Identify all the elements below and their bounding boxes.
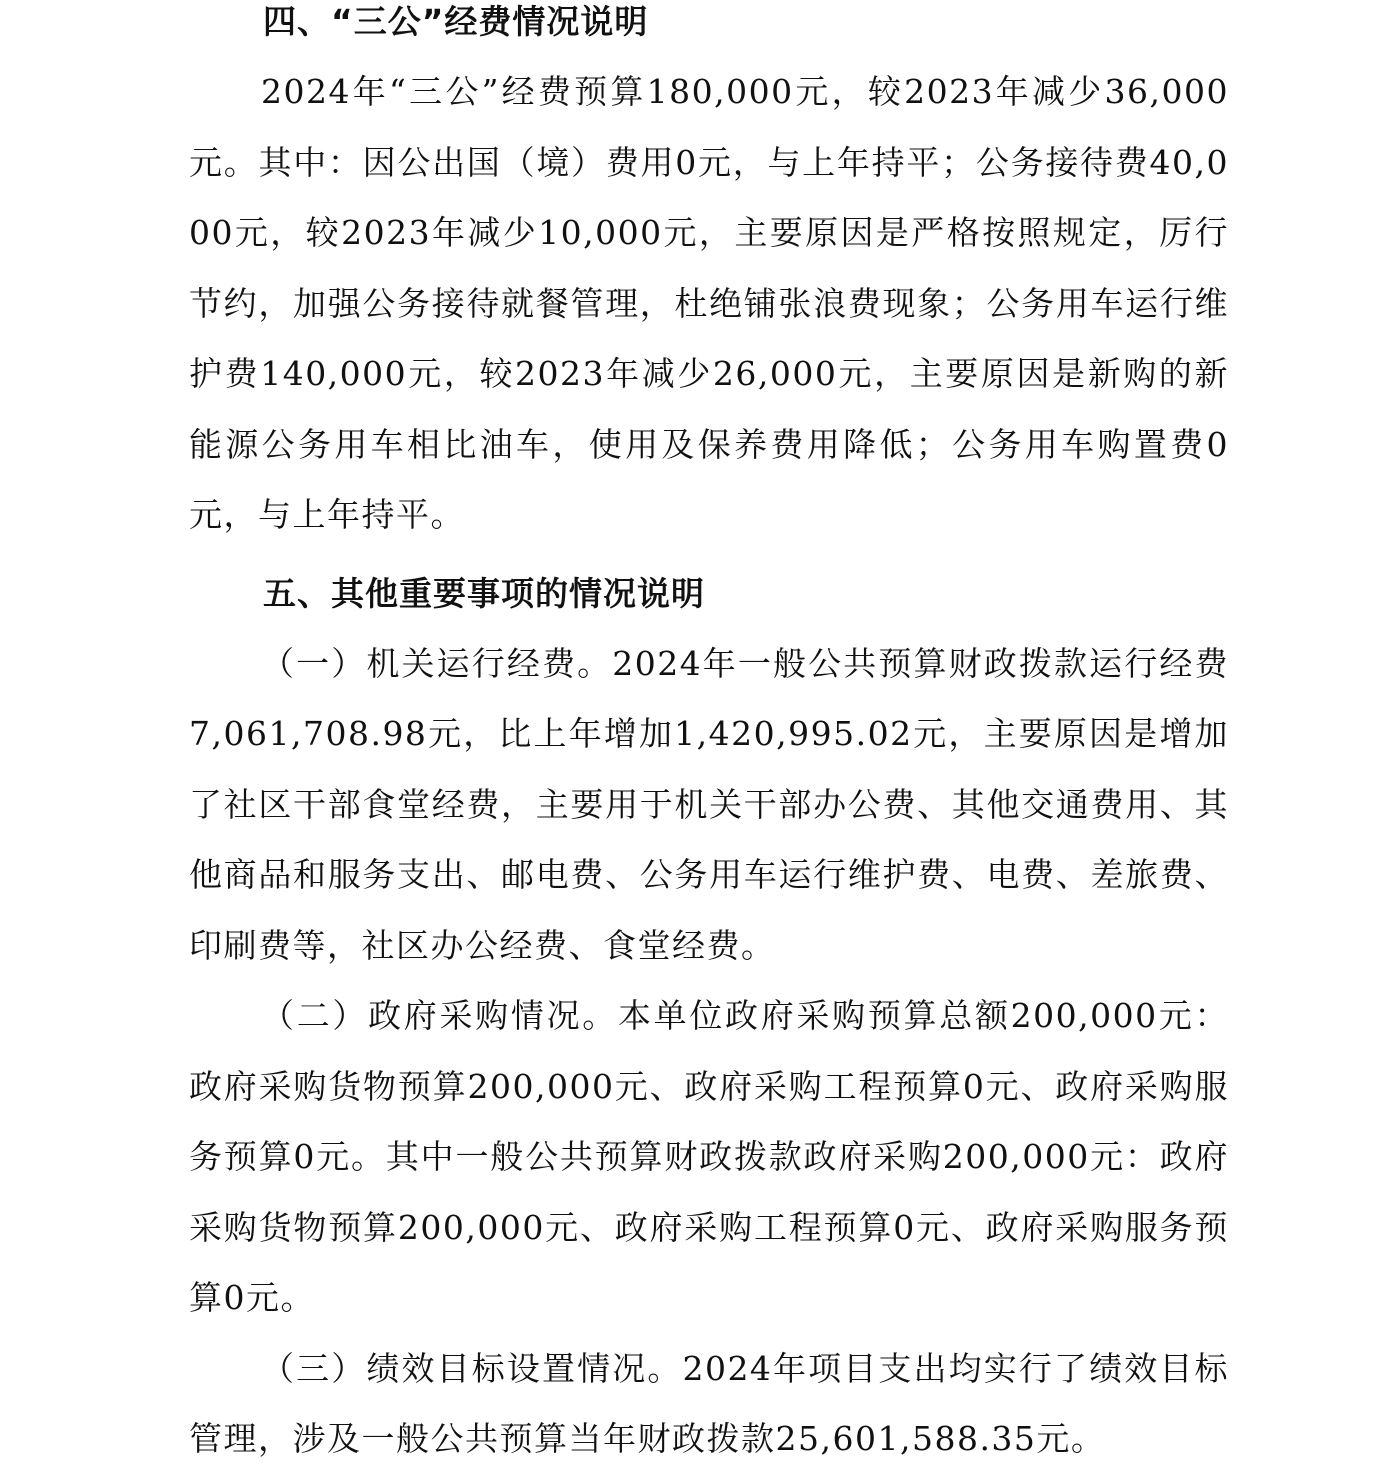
item-government-procurement: （二）政府采购情况。本单位政府采购预算总额200,000元：政府采购货物预算200,000元、政府采购工程预算0元、政府采购服务预算0元。其中一般公共预算财政拨款政府采购200,000元：政府采购货物预算200,000元、政府采购工程预算0元、政府采购服务预算0元。 [189, 996, 1229, 1317]
document-page [189, 0, 1229, 1475]
item-operating-funds: （一）机关运行经费。2024年一般公共预算财政拨款运行经费7,061,708.98元，比上年增加1,420,995.02元，主要原因是增加了社区干部食堂经费，主要用于机关干部办公费、其他交通费用、其他商品和服务支出、邮电费、公务用车运行维护费、电费、差旅费、印刷费等，社区办公经费、食堂经费。 [189, 643, 1229, 965]
item-performance-goals: （三）绩效目标设置情况。2024年项目支出均实行了绩效目标管理，涉及一般公共预算当年财政拨款25,601,588.35元。 [189, 1348, 1229, 1458]
section-4-heading: 四、“三公”经费情况说明 [263, 2, 649, 41]
section-4-paragraph: 2024年“三公”经费预算180,000元，较2023年减少36,000元。其中：因公出国（境）费用0元，与上年持平；公务接待费40,000元，较2023年减少10,000元，主要原因是严格按照规定，厉行节约，加强公务接待就餐管理，杜绝铺张浪费现象；公务用车运行维护费140,000元，较2023年减少26,000元，主要原因是新购的新能源公务用车相比油车，使用及保养费用降低；公务用车购置费0元，与上年持平。 [189, 72, 1229, 534]
section-5-heading: 五、其他重要事项的情况说明 [263, 573, 705, 613]
